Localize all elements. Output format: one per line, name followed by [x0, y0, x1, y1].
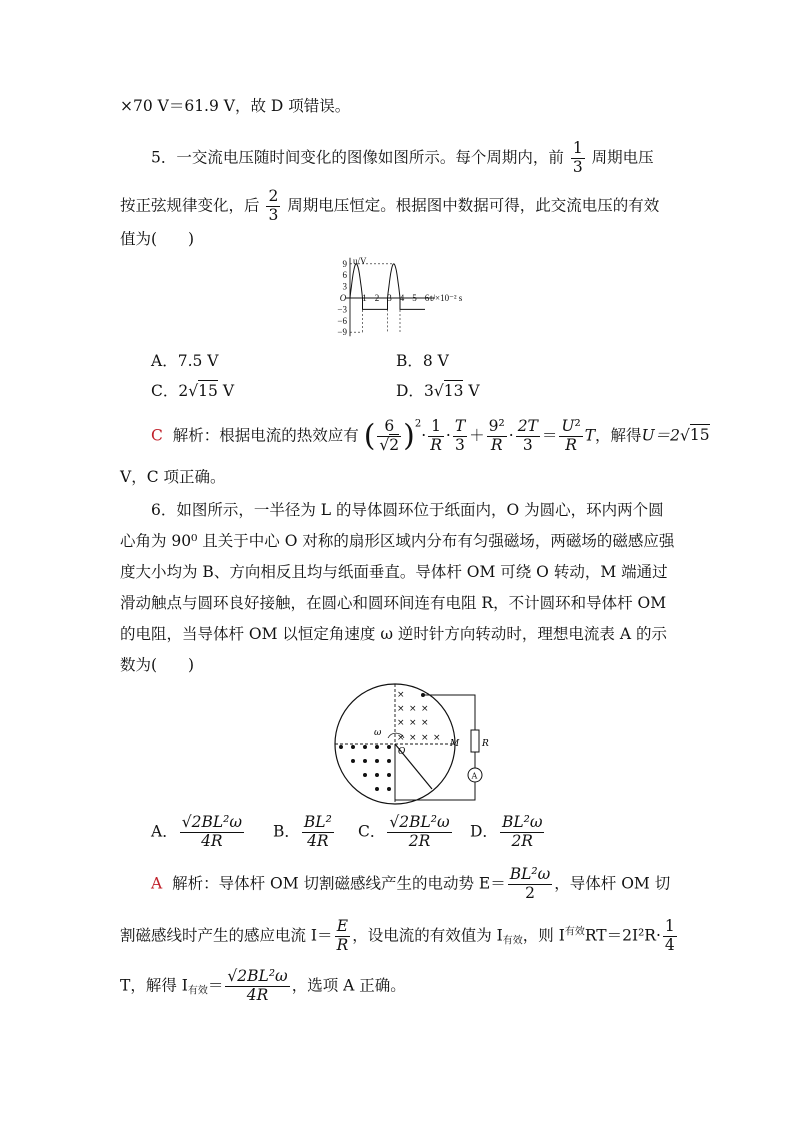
- q5-stem-line1: 5．一交流电压随时间变化的图像如图所示。每个周期内，前 $\frac{1}{3}$ 周期电压: [151, 139, 654, 176]
- origin-label: O: [339, 293, 347, 303]
- svg-text:×: ×: [397, 704, 405, 714]
- svg-text:×: ×: [421, 733, 429, 743]
- svg-text:×: ×: [433, 733, 441, 743]
- q5-option-a[interactable]: A．7.5 V: [151, 352, 219, 370]
- x-tick-label: 3: [387, 293, 392, 303]
- y-tick-label: 6: [342, 270, 347, 281]
- svg-text:×: ×: [397, 690, 405, 700]
- x-tick-label: 5: [412, 293, 417, 303]
- x-axis-label: t/×10⁻² s: [430, 293, 463, 303]
- q6-stem-line2: 心角为 90⁰ 且关于中心 O 对称的扇形区域内分布有匀强磁场，两磁场的磁感应强: [120, 532, 675, 550]
- fraction-one-third: $\frac{1}{3}$: [572, 139, 583, 176]
- q6-stem-line1: 6．如图所示，一半径为 L 的导体圆环位于纸面内，O 为圆心，环内两个圆: [151, 501, 664, 519]
- q6-option-c[interactable]: C． $\frac{\text{√2BL²ω}}{2R}$: [358, 813, 450, 850]
- y-tick-label: 9: [342, 258, 347, 269]
- svg-text:×: ×: [421, 704, 429, 714]
- m-label: M: [450, 739, 460, 749]
- q6-stem-line6: 数为( ): [120, 656, 195, 674]
- svg-text:×: ×: [397, 733, 405, 743]
- y-tick-label: 3: [342, 281, 347, 292]
- ammeter-label: A: [471, 771, 478, 781]
- y-tick-label: −9: [337, 327, 347, 338]
- q6-analysis-line2: 割磁感线时产生的感应电流 I＝ $\frac{E}{R}$ ，设电流的有效值为 $I_{有效}$，则 $I^{有效}RT=2I^2R\cdot$ $\frac{1}{4}$: [120, 917, 675, 954]
- q6-analysis-line3: T，解得 $I_{有效}=$ $\frac{\text{√2BL²ω}}{4R}$ ，选项 A 正确。: [120, 967, 406, 1004]
- resistor-label: R: [482, 739, 489, 749]
- svg-text:×: ×: [409, 718, 417, 728]
- x-tick-label: 2: [374, 293, 380, 303]
- magnetic-field-out-of-page: [339, 745, 391, 791]
- q5-analysis-line1: C 解析：根据电流的热效应有 ( $\frac{6}{√2}$ )$^2$· $\frac{1}{R}$ · $\frac{T}{3}$ ＋ $\frac{\text{9²}}{R}$ · $\frac{2T}{3}$ ＝ $\frac{\text{U²}}{R}$ T，解得U＝2√15: [151, 417, 710, 454]
- q4-tail-text: ×70 V＝61.9 V，故 D 项错误。: [120, 97, 351, 115]
- resistor-r: [471, 730, 479, 752]
- q6-stem-line3: 度大小均为 B、方向相反且均与纸面垂直。导体杆 OM 可绕 O 转动，M 端通过: [120, 563, 668, 581]
- series-line-sine-1: [350, 264, 363, 298]
- q6-answer: A: [151, 874, 163, 893]
- q6-option-a[interactable]: A． $\frac{\text{√2BL²ω}}{4R}$: [151, 813, 242, 850]
- y-axis-label: u/V: [353, 256, 367, 266]
- q6-stem-line5: 的电阻，当导体杆 OM 以恒定角速度 ω 逆时针方向转动时，理想电流表 A 的示: [120, 625, 667, 643]
- q5-option-c[interactable]: C．2√15 V: [151, 382, 235, 400]
- ring-circuit-figure: [330, 682, 500, 806]
- fraction-two-thirds: $\frac{2}{3}$: [268, 187, 279, 224]
- q5-option-d[interactable]: D．3√13 V: [396, 382, 480, 400]
- svg-text:×: ×: [409, 733, 417, 743]
- circuit-wire: [423, 695, 475, 730]
- y-tick-label: −6: [337, 315, 347, 326]
- q6-stem-line4: 滑动触点与圆环良好接触，在圆心和圆环间连有电阻 R，不计圆环和导体杆 OM: [120, 594, 667, 612]
- formula-6-over-root2: $\frac{6}{√2}$: [379, 417, 400, 454]
- q5-analysis-line2: V，C 项正确。: [120, 468, 226, 486]
- q6-option-b[interactable]: B． $\frac{\text{BL²}}{4R}$: [273, 813, 332, 850]
- x-tick-label: 6: [424, 293, 430, 303]
- q6-analysis-line1: A 解析：导体杆 OM 切割磁感线产生的电动势 E＝ $\frac{\text{BL²ω}}{2}$ ，导体杆 OM 切: [151, 865, 671, 902]
- omega-label: ω: [374, 728, 382, 738]
- q5-stem-line2: 按正弦规律变化，后 $\frac{2}{3}$ 周期电压恒定。根据图中数据可得，此交流电压的有效: [120, 187, 660, 224]
- q5-stem-line3: 值为( ): [120, 230, 195, 248]
- svg-text:×: ×: [421, 718, 429, 728]
- x-tick-label: 1: [362, 293, 367, 303]
- svg-text:×: ×: [397, 718, 405, 728]
- y-tick-label: −3: [337, 304, 347, 315]
- svg-text:×: ×: [409, 704, 417, 714]
- q5-answer: C: [151, 426, 163, 445]
- x-tick-label: 4: [399, 293, 405, 303]
- q5-option-b[interactable]: B．8 V: [396, 352, 449, 370]
- center-o-label: O: [398, 747, 406, 757]
- voltage-time-chart: [330, 256, 490, 342]
- q6-option-d[interactable]: D． $\frac{\text{BL²ω}}{2R}$: [470, 813, 543, 850]
